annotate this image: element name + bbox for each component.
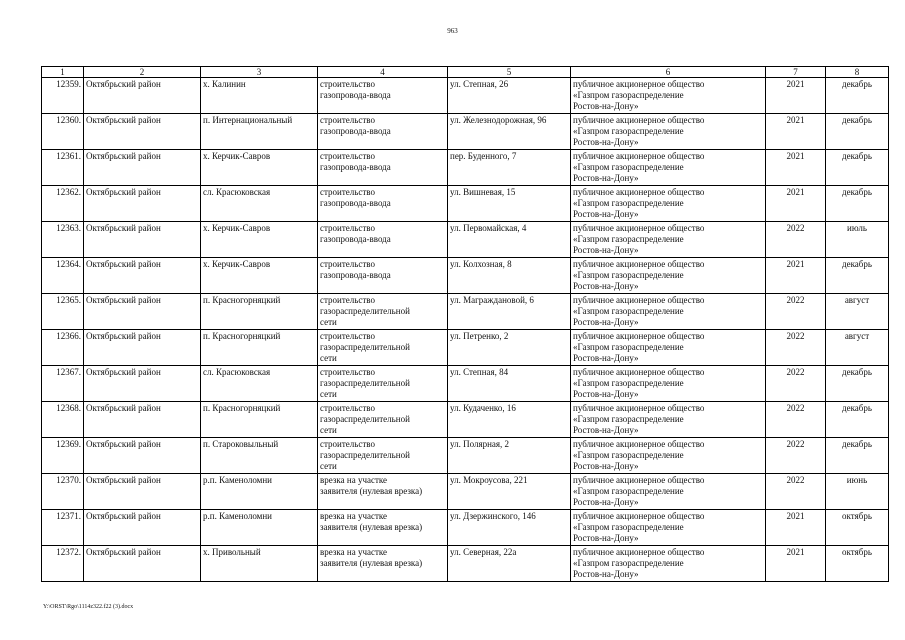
settlement-cell: п. Интернациональный: [201, 114, 318, 150]
month-cell: август: [826, 330, 889, 366]
address-cell: ул. Первомайская, 4: [448, 222, 571, 258]
work-type-cell: [318, 474, 448, 510]
address-cell: ул. Маграждановой, 6: [448, 294, 571, 330]
work-type-cell-line: заявителя (нулевая врезка): [320, 522, 423, 532]
column-number-row: [42, 67, 889, 78]
month-cell: октябрь: [826, 546, 889, 582]
organization-cell: [571, 366, 766, 402]
year-cell: 2022: [766, 474, 826, 510]
organization-cell-line: публичное акционерное общество: [573, 115, 705, 125]
row-number: 12361.: [42, 150, 84, 186]
organization-cell-line: «Газпром газораспределение: [573, 342, 684, 352]
organization-cell-line: Ростов-на-Дону»: [573, 533, 639, 543]
organization-cell-line: Ростов-на-Дону»: [573, 497, 639, 507]
table-row: [42, 150, 889, 186]
organization-cell-line: «Газпром газораспределение: [573, 126, 684, 136]
organization-cell-line: публичное акционерное общество: [573, 331, 705, 341]
work-type-cell: [318, 150, 448, 186]
organization-cell: [571, 438, 766, 474]
organization-cell-line: «Газпром газораспределение: [573, 486, 684, 496]
address-cell: ул. Кудаченко, 16: [448, 402, 571, 438]
work-type-cell-line: строительство: [320, 439, 375, 449]
organization-cell-line: Ростов-на-Дону»: [573, 209, 639, 219]
table-row: [42, 78, 889, 114]
month-cell: декабрь: [826, 258, 889, 294]
work-type-cell-line: врезка на участке: [320, 511, 388, 521]
row-number: 12372.: [42, 546, 84, 582]
work-type-cell-line: врезка на участке: [320, 547, 388, 557]
district-cell: Октябрьский район: [84, 330, 201, 366]
district-cell: Октябрьский район: [84, 78, 201, 114]
organization-cell-line: публичное акционерное общество: [573, 475, 705, 485]
table-row: [42, 402, 889, 438]
organization-cell-line: публичное акционерное общество: [573, 511, 705, 521]
work-type-cell-line: газораспределительной: [320, 450, 410, 460]
organization-cell-line: публичное акционерное общество: [573, 259, 705, 269]
month-cell: июнь: [826, 474, 889, 510]
work-type-cell-line: врезка на участке: [320, 475, 388, 485]
month-cell: декабрь: [826, 186, 889, 222]
column-number: 3: [201, 67, 318, 78]
organization-cell-line: Ростов-на-Дону»: [573, 425, 639, 435]
column-number: 5: [448, 67, 571, 78]
organization-cell: [571, 474, 766, 510]
organization-cell: [571, 186, 766, 222]
row-number: 12367.: [42, 366, 84, 402]
column-number: 8: [826, 67, 889, 78]
address-cell: ул. Полярная, 2: [448, 438, 571, 474]
organization-cell-line: «Газпром газораспределение: [573, 306, 684, 316]
organization-cell-line: Ростов-на-Дону»: [573, 101, 639, 111]
address-cell: ул. Мокроусова, 221: [448, 474, 571, 510]
organization-cell-line: «Газпром газораспределение: [573, 234, 684, 244]
organization-cell-line: публичное акционерное общество: [573, 295, 705, 305]
district-cell: Октябрьский район: [84, 402, 201, 438]
work-type-cell-line: газораспределительной: [320, 378, 410, 388]
month-cell: декабрь: [826, 438, 889, 474]
work-type-cell-line: строительство: [320, 259, 375, 269]
month-cell: декабрь: [826, 402, 889, 438]
table-row: [42, 330, 889, 366]
settlement-cell: х. Привольный: [201, 546, 318, 582]
year-cell: 2021: [766, 258, 826, 294]
organization-cell-line: публичное акционерное общество: [573, 151, 705, 161]
organization-cell: [571, 150, 766, 186]
work-type-cell-line: заявителя (нулевая врезка): [320, 486, 423, 496]
year-cell: 2021: [766, 186, 826, 222]
row-number: 12360.: [42, 114, 84, 150]
organization-cell: [571, 258, 766, 294]
work-type-cell: [318, 186, 448, 222]
district-cell: Октябрьский район: [84, 546, 201, 582]
row-number: 12366.: [42, 330, 84, 366]
column-number: 1: [42, 67, 84, 78]
work-type-cell: [318, 258, 448, 294]
column-number: 6: [571, 67, 766, 78]
settlement-cell: х. Керчик-Савров: [201, 258, 318, 294]
month-cell: август: [826, 294, 889, 330]
organization-cell: [571, 114, 766, 150]
district-cell: Октябрьский район: [84, 150, 201, 186]
table-row: [42, 474, 889, 510]
organization-cell-line: «Газпром газораспределение: [573, 450, 684, 460]
settlement-cell: сл. Красюковская: [201, 366, 318, 402]
month-cell: декабрь: [826, 114, 889, 150]
row-number: 12370.: [42, 474, 84, 510]
organization-cell: [571, 546, 766, 582]
organization-cell-line: Ростов-на-Дону»: [573, 389, 639, 399]
row-number: 12359.: [42, 78, 84, 114]
address-cell: ул. Степная, 26: [448, 78, 571, 114]
table-row: [42, 114, 889, 150]
organization-cell: [571, 222, 766, 258]
district-cell: Октябрьский район: [84, 114, 201, 150]
work-type-cell: [318, 510, 448, 546]
district-cell: Октябрьский район: [84, 222, 201, 258]
organization-cell-line: «Газпром газораспределение: [573, 198, 684, 208]
organization-cell-line: публичное акционерное общество: [573, 547, 705, 557]
work-type-cell-line: строительство: [320, 223, 375, 233]
settlement-cell: п. Красногорняцкий: [201, 294, 318, 330]
district-cell: Октябрьский район: [84, 474, 201, 510]
month-cell: июль: [826, 222, 889, 258]
organization-cell-line: Ростов-на-Дону»: [573, 173, 639, 183]
settlement-cell: х. Керчик-Савров: [201, 222, 318, 258]
district-cell: Октябрьский район: [84, 294, 201, 330]
work-type-cell-line: строительство: [320, 187, 375, 197]
row-number: 12364.: [42, 258, 84, 294]
table-row: [42, 186, 889, 222]
district-cell: Октябрьский район: [84, 438, 201, 474]
address-cell: ул. Железнодорожная, 96: [448, 114, 571, 150]
page-number: 963: [447, 27, 458, 35]
year-cell: 2022: [766, 330, 826, 366]
organization-cell-line: Ростов-на-Дону»: [573, 281, 639, 291]
organization-cell-line: «Газпром газораспределение: [573, 558, 684, 568]
table-row: [42, 438, 889, 474]
organization-cell-line: публичное акционерное общество: [573, 403, 705, 413]
organization-cell-line: Ростов-на-Дону»: [573, 317, 639, 327]
column-number: 2: [84, 67, 201, 78]
data-table: [41, 66, 889, 582]
address-cell: ул. Дзержинского, 146: [448, 510, 571, 546]
work-type-cell-line: газопровода-ввода: [320, 90, 391, 100]
work-type-cell: [318, 366, 448, 402]
settlement-cell: п. Красногорняцкий: [201, 330, 318, 366]
settlement-cell: х. Калинин: [201, 78, 318, 114]
organization-cell-line: Ростов-на-Дону»: [573, 353, 639, 363]
year-cell: 2021: [766, 546, 826, 582]
settlement-cell: п. Староковыльный: [201, 438, 318, 474]
organization-cell-line: публичное акционерное общество: [573, 223, 705, 233]
organization-cell-line: публичное акционерное общество: [573, 79, 705, 89]
address-cell: пер. Буденного, 7: [448, 150, 571, 186]
work-type-cell-line: сети: [320, 353, 337, 363]
work-type-cell-line: газораспределительной: [320, 306, 410, 316]
column-number: 4: [318, 67, 448, 78]
district-cell: Октябрьский район: [84, 186, 201, 222]
month-cell: декабрь: [826, 366, 889, 402]
work-type-cell: [318, 294, 448, 330]
row-number: 12362.: [42, 186, 84, 222]
organization-cell-line: «Газпром газораспределение: [573, 270, 684, 280]
organization-cell: [571, 330, 766, 366]
work-type-cell-line: сети: [320, 461, 337, 471]
work-type-cell-line: газораспределительной: [320, 414, 410, 424]
work-type-cell: [318, 114, 448, 150]
work-type-cell: [318, 222, 448, 258]
year-cell: 2021: [766, 78, 826, 114]
month-cell: октябрь: [826, 510, 889, 546]
work-type-cell-line: газопровода-ввода: [320, 162, 391, 172]
row-number: 12363.: [42, 222, 84, 258]
row-number: 12371.: [42, 510, 84, 546]
address-cell: ул. Колхозная, 8: [448, 258, 571, 294]
row-number: 12365.: [42, 294, 84, 330]
work-type-cell-line: заявителя (нулевая врезка): [320, 558, 423, 568]
work-type-cell-line: сети: [320, 389, 337, 399]
work-type-cell: [318, 546, 448, 582]
year-cell: 2021: [766, 510, 826, 546]
table-row: [42, 294, 889, 330]
organization-cell-line: публичное акционерное общество: [573, 439, 705, 449]
organization-cell-line: «Газпром газораспределение: [573, 414, 684, 424]
month-cell: декабрь: [826, 78, 889, 114]
organization-cell-line: «Газпром газораспределение: [573, 162, 684, 172]
address-cell: ул. Северная, 22а: [448, 546, 571, 582]
work-type-cell-line: строительство: [320, 367, 375, 377]
column-number: 7: [766, 67, 826, 78]
work-type-cell-line: сети: [320, 425, 337, 435]
work-type-cell: [318, 438, 448, 474]
organization-cell-line: Ростов-на-Дону»: [573, 245, 639, 255]
year-cell: 2022: [766, 402, 826, 438]
organization-cell-line: «Газпром газораспределение: [573, 90, 684, 100]
month-cell: декабрь: [826, 150, 889, 186]
work-type-cell-line: строительство: [320, 331, 375, 341]
work-type-cell-line: газопровода-ввода: [320, 234, 391, 244]
year-cell: 2022: [766, 294, 826, 330]
work-type-cell-line: газопровода-ввода: [320, 126, 391, 136]
organization-cell: [571, 402, 766, 438]
settlement-cell: х. Керчик-Савров: [201, 150, 318, 186]
settlement-cell: сл. Красюковская: [201, 186, 318, 222]
table-row: [42, 366, 889, 402]
work-type-cell-line: сети: [320, 317, 337, 327]
organization-cell: [571, 294, 766, 330]
district-cell: Октябрьский район: [84, 510, 201, 546]
organization-cell-line: «Газпром газораспределение: [573, 522, 684, 532]
work-type-cell-line: строительство: [320, 115, 375, 125]
year-cell: 2022: [766, 366, 826, 402]
organization-cell-line: Ростов-на-Дону»: [573, 569, 639, 579]
year-cell: 2022: [766, 222, 826, 258]
address-cell: ул. Степная, 84: [448, 366, 571, 402]
table-row: [42, 510, 889, 546]
organization-cell-line: Ростов-на-Дону»: [573, 137, 639, 147]
work-type-cell-line: строительство: [320, 79, 375, 89]
organization-cell-line: «Газпром газораспределение: [573, 378, 684, 388]
year-cell: 2022: [766, 438, 826, 474]
work-type-cell-line: газопровода-ввода: [320, 198, 391, 208]
address-cell: ул. Вишневая, 15: [448, 186, 571, 222]
table-row: [42, 258, 889, 294]
table-row: [42, 546, 889, 582]
work-type-cell-line: строительство: [320, 151, 375, 161]
address-cell: ул. Петренко, 2: [448, 330, 571, 366]
settlement-cell: р.п. Каменоломни: [201, 510, 318, 546]
work-type-cell: [318, 402, 448, 438]
organization-cell-line: публичное акционерное общество: [573, 367, 705, 377]
table-row: [42, 222, 889, 258]
organization-cell: [571, 510, 766, 546]
organization-cell: [571, 78, 766, 114]
organization-cell-line: публичное акционерное общество: [573, 187, 705, 197]
work-type-cell-line: строительство: [320, 295, 375, 305]
file-path-footer: Y:\ORST\Rgo\1114z322.f22 (3).docx: [43, 604, 134, 610]
work-type-cell-line: строительство: [320, 403, 375, 413]
district-cell: Октябрьский район: [84, 258, 201, 294]
work-type-cell: [318, 330, 448, 366]
work-type-cell-line: газораспределительной: [320, 342, 410, 352]
row-number: 12368.: [42, 402, 84, 438]
organization-cell-line: Ростов-на-Дону»: [573, 461, 639, 471]
work-type-cell-line: газопровода-ввода: [320, 270, 391, 280]
year-cell: 2021: [766, 114, 826, 150]
settlement-cell: р.п. Каменоломни: [201, 474, 318, 510]
row-number: 12369.: [42, 438, 84, 474]
settlement-cell: п. Красногорняцкий: [201, 402, 318, 438]
district-cell: Октябрьский район: [84, 366, 201, 402]
work-type-cell: [318, 78, 448, 114]
year-cell: 2021: [766, 150, 826, 186]
